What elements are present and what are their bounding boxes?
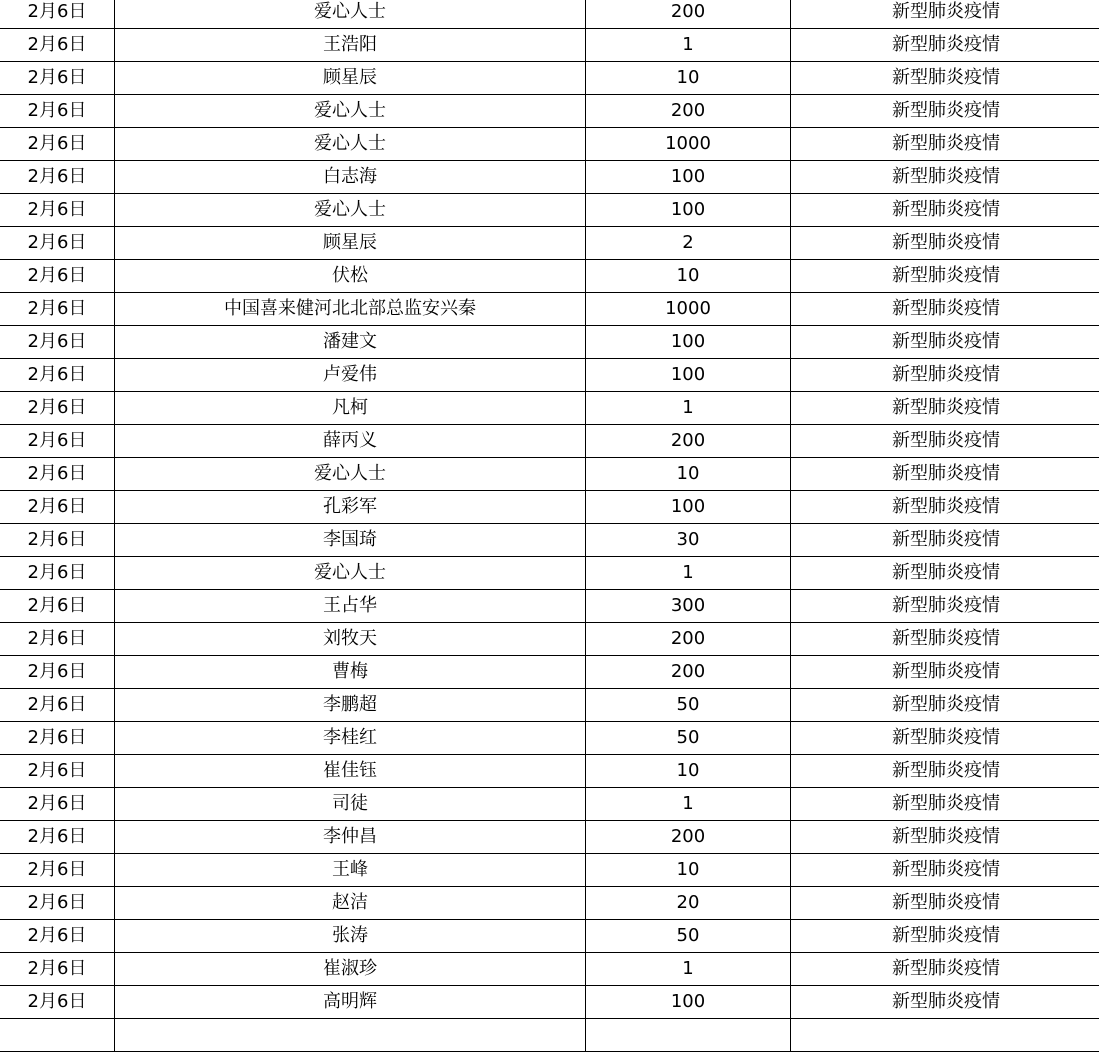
donor-name-cell[interactable]: 爱心人士 bbox=[115, 458, 586, 491]
amount-cell[interactable]: 1 bbox=[586, 392, 791, 425]
table-row bbox=[0, 887, 1099, 920]
donor-name-cell[interactable]: 卢爱伟 bbox=[115, 359, 586, 392]
amount-cell[interactable]: 2 bbox=[586, 227, 791, 260]
purpose-cell[interactable]: 新型肺炎疫情 bbox=[791, 128, 1099, 161]
purpose-cell[interactable]: 新型肺炎疫情 bbox=[791, 95, 1099, 128]
table-row bbox=[0, 953, 1099, 986]
donor-name-cell[interactable]: 中国喜来健河北北部总监安兴秦 bbox=[115, 293, 586, 326]
donor-name-cell[interactable]: 崔佳钰 bbox=[115, 755, 586, 788]
purpose-cell[interactable]: 新型肺炎疫情 bbox=[791, 557, 1099, 590]
donor-name-cell[interactable]: 爱心人士 bbox=[115, 95, 586, 128]
amount-cell[interactable]: 200 bbox=[586, 0, 791, 29]
date-cell[interactable] bbox=[0, 1019, 115, 1052]
table-row bbox=[0, 227, 1099, 260]
donor-name-cell[interactable]: 顾星辰 bbox=[115, 62, 586, 95]
date-cell[interactable]: 2月6日 bbox=[0, 29, 115, 62]
date-cell[interactable]: 2月6日 bbox=[0, 722, 115, 755]
amount-cell[interactable]: 10 bbox=[586, 62, 791, 95]
table-row bbox=[0, 161, 1099, 194]
donor-name-cell[interactable]: 王浩阳 bbox=[115, 29, 586, 62]
purpose-cell[interactable]: 新型肺炎疫情 bbox=[791, 755, 1099, 788]
purpose-cell[interactable]: 新型肺炎疫情 bbox=[791, 227, 1099, 260]
amount-cell[interactable]: 300 bbox=[586, 590, 791, 623]
purpose-cell[interactable]: 新型肺炎疫情 bbox=[791, 986, 1099, 1019]
table-row bbox=[0, 0, 1099, 29]
table-row bbox=[0, 29, 1099, 62]
purpose-cell[interactable]: 新型肺炎疫情 bbox=[791, 788, 1099, 821]
amount-cell[interactable]: 10 bbox=[586, 260, 791, 293]
date-cell[interactable]: 2月6日 bbox=[0, 194, 115, 227]
purpose-cell[interactable]: 新型肺炎疫情 bbox=[791, 491, 1099, 524]
date-cell[interactable]: 2月6日 bbox=[0, 293, 115, 326]
donor-name-cell[interactable]: 顾星辰 bbox=[115, 227, 586, 260]
date-cell[interactable]: 2月6日 bbox=[0, 788, 115, 821]
table-row bbox=[0, 689, 1099, 722]
date-cell[interactable]: 2月6日 bbox=[0, 458, 115, 491]
date-cell[interactable]: 2月6日 bbox=[0, 854, 115, 887]
amount-cell[interactable]: 1000 bbox=[586, 293, 791, 326]
purpose-cell[interactable]: 新型肺炎疫情 bbox=[791, 326, 1099, 359]
amount-cell[interactable]: 10 bbox=[586, 755, 791, 788]
date-cell[interactable]: 2月6日 bbox=[0, 689, 115, 722]
donor-name-cell[interactable]: 薛丙义 bbox=[115, 425, 586, 458]
date-cell[interactable]: 2月6日 bbox=[0, 326, 115, 359]
table-row bbox=[0, 62, 1099, 95]
table-row bbox=[0, 524, 1099, 557]
table-row bbox=[0, 623, 1099, 656]
purpose-cell[interactable]: 新型肺炎疫情 bbox=[791, 260, 1099, 293]
date-cell[interactable]: 2月6日 bbox=[0, 821, 115, 854]
donor-name-cell[interactable]: 崔淑珍 bbox=[115, 953, 586, 986]
donor-name-cell[interactable]: 高明辉 bbox=[115, 986, 586, 1019]
date-cell[interactable]: 2月6日 bbox=[0, 986, 115, 1019]
purpose-cell[interactable]: 新型肺炎疫情 bbox=[791, 458, 1099, 491]
donor-name-cell[interactable]: 李国琦 bbox=[115, 524, 586, 557]
donor-name-cell[interactable]: 爱心人士 bbox=[115, 128, 586, 161]
purpose-cell[interactable]: 新型肺炎疫情 bbox=[791, 920, 1099, 953]
amount-cell[interactable]: 100 bbox=[586, 326, 791, 359]
table-row bbox=[0, 293, 1099, 326]
date-cell[interactable]: 2月6日 bbox=[0, 920, 115, 953]
table-row bbox=[0, 656, 1099, 689]
date-cell[interactable]: 2月6日 bbox=[0, 260, 115, 293]
table-row bbox=[0, 260, 1099, 293]
table-row bbox=[0, 920, 1099, 953]
donor-name-cell[interactable] bbox=[115, 1019, 586, 1052]
date-cell[interactable]: 2月6日 bbox=[0, 524, 115, 557]
purpose-cell[interactable]: 新型肺炎疫情 bbox=[791, 887, 1099, 920]
purpose-cell[interactable]: 新型肺炎疫情 bbox=[791, 623, 1099, 656]
table-row bbox=[0, 854, 1099, 887]
donor-name-cell[interactable]: 司徒 bbox=[115, 788, 586, 821]
purpose-cell[interactable]: 新型肺炎疫情 bbox=[791, 161, 1099, 194]
amount-cell[interactable]: 1 bbox=[586, 29, 791, 62]
donor-name-cell[interactable]: 爱心人士 bbox=[115, 0, 586, 29]
donor-name-cell[interactable]: 孔彩军 bbox=[115, 491, 586, 524]
table-row bbox=[0, 326, 1099, 359]
date-cell[interactable]: 2月6日 bbox=[0, 590, 115, 623]
table-row bbox=[0, 128, 1099, 161]
donor-name-cell[interactable]: 爱心人士 bbox=[115, 557, 586, 590]
donor-name-cell[interactable]: 张涛 bbox=[115, 920, 586, 953]
donor-name-cell[interactable]: 凡柯 bbox=[115, 392, 586, 425]
amount-cell[interactable]: 100 bbox=[586, 161, 791, 194]
purpose-cell[interactable]: 新型肺炎疫情 bbox=[791, 293, 1099, 326]
date-cell[interactable]: 2月6日 bbox=[0, 623, 115, 656]
date-cell[interactable]: 2月6日 bbox=[0, 656, 115, 689]
amount-cell[interactable]: 10 bbox=[586, 458, 791, 491]
amount-cell[interactable]: 30 bbox=[586, 524, 791, 557]
donor-name-cell[interactable]: 赵洁 bbox=[115, 887, 586, 920]
table-row bbox=[0, 1019, 1099, 1052]
date-cell[interactable]: 2月6日 bbox=[0, 227, 115, 260]
date-cell[interactable]: 2月6日 bbox=[0, 359, 115, 392]
amount-cell[interactable]: 100 bbox=[586, 986, 791, 1019]
purpose-cell[interactable]: 新型肺炎疫情 bbox=[791, 392, 1099, 425]
table-row bbox=[0, 491, 1099, 524]
table-row bbox=[0, 392, 1099, 425]
amount-cell[interactable]: 200 bbox=[586, 656, 791, 689]
date-cell[interactable]: 2月6日 bbox=[0, 161, 115, 194]
purpose-cell[interactable]: 新型肺炎疫情 bbox=[791, 953, 1099, 986]
donor-name-cell[interactable]: 李桂红 bbox=[115, 722, 586, 755]
amount-cell[interactable]: 50 bbox=[586, 689, 791, 722]
purpose-cell[interactable]: 新型肺炎疫情 bbox=[791, 854, 1099, 887]
date-cell[interactable]: 2月6日 bbox=[0, 95, 115, 128]
amount-cell[interactable]: 100 bbox=[586, 194, 791, 227]
purpose-cell[interactable]: 新型肺炎疫情 bbox=[791, 0, 1099, 29]
table-row bbox=[0, 986, 1099, 1019]
date-cell[interactable]: 2月6日 bbox=[0, 953, 115, 986]
amount-cell[interactable]: 200 bbox=[586, 425, 791, 458]
donor-name-cell[interactable]: 白志海 bbox=[115, 161, 586, 194]
purpose-cell[interactable]: 新型肺炎疫情 bbox=[791, 29, 1099, 62]
table-row bbox=[0, 788, 1099, 821]
table-row bbox=[0, 425, 1099, 458]
table-row bbox=[0, 821, 1099, 854]
date-cell[interactable]: 2月6日 bbox=[0, 557, 115, 590]
table-row bbox=[0, 194, 1099, 227]
table-row bbox=[0, 590, 1099, 623]
purpose-cell[interactable]: 新型肺炎疫情 bbox=[791, 590, 1099, 623]
donor-name-cell[interactable]: 曹梅 bbox=[115, 656, 586, 689]
table-row bbox=[0, 458, 1099, 491]
donor-name-cell[interactable]: 李鹏超 bbox=[115, 689, 586, 722]
amount-cell[interactable]: 100 bbox=[586, 491, 791, 524]
date-cell[interactable]: 2月6日 bbox=[0, 425, 115, 458]
amount-cell[interactable]: 200 bbox=[586, 95, 791, 128]
amount-cell[interactable]: 1 bbox=[586, 788, 791, 821]
amount-cell[interactable]: 10 bbox=[586, 854, 791, 887]
amount-cell[interactable] bbox=[586, 1019, 791, 1052]
amount-cell[interactable]: 200 bbox=[586, 623, 791, 656]
purpose-cell[interactable]: 新型肺炎疫情 bbox=[791, 194, 1099, 227]
amount-cell[interactable]: 1 bbox=[586, 953, 791, 986]
table-row bbox=[0, 755, 1099, 788]
purpose-cell[interactable]: 新型肺炎疫情 bbox=[791, 656, 1099, 689]
donor-name-cell[interactable]: 潘建文 bbox=[115, 326, 586, 359]
amount-cell[interactable]: 1 bbox=[586, 557, 791, 590]
table-row bbox=[0, 359, 1099, 392]
purpose-cell[interactable]: 新型肺炎疫情 bbox=[791, 689, 1099, 722]
date-cell[interactable]: 2月6日 bbox=[0, 128, 115, 161]
purpose-cell[interactable]: 新型肺炎疫情 bbox=[791, 524, 1099, 557]
donor-name-cell[interactable]: 王占华 bbox=[115, 590, 586, 623]
purpose-cell[interactable]: 新型肺炎疫情 bbox=[791, 359, 1099, 392]
amount-cell[interactable]: 100 bbox=[586, 359, 791, 392]
date-cell[interactable]: 2月6日 bbox=[0, 0, 115, 29]
table-row bbox=[0, 722, 1099, 755]
date-cell[interactable]: 2月6日 bbox=[0, 755, 115, 788]
donor-name-cell[interactable]: 刘牧天 bbox=[115, 623, 586, 656]
date-cell[interactable]: 2月6日 bbox=[0, 491, 115, 524]
donor-name-cell[interactable]: 伏松 bbox=[115, 260, 586, 293]
purpose-cell[interactable]: 新型肺炎疫情 bbox=[791, 722, 1099, 755]
purpose-cell[interactable]: 新型肺炎疫情 bbox=[791, 62, 1099, 95]
donor-name-cell[interactable]: 王峰 bbox=[115, 854, 586, 887]
amount-cell[interactable]: 200 bbox=[586, 821, 791, 854]
amount-cell[interactable]: 1000 bbox=[586, 128, 791, 161]
donor-name-cell[interactable]: 爱心人士 bbox=[115, 194, 586, 227]
table-row bbox=[0, 95, 1099, 128]
amount-cell[interactable]: 50 bbox=[586, 722, 791, 755]
amount-cell[interactable]: 20 bbox=[586, 887, 791, 920]
table-row bbox=[0, 557, 1099, 590]
amount-cell[interactable]: 50 bbox=[586, 920, 791, 953]
purpose-cell[interactable]: 新型肺炎疫情 bbox=[791, 821, 1099, 854]
date-cell[interactable]: 2月6日 bbox=[0, 62, 115, 95]
donor-name-cell[interactable]: 李仲昌 bbox=[115, 821, 586, 854]
purpose-cell[interactable]: 新型肺炎疫情 bbox=[791, 425, 1099, 458]
date-cell[interactable]: 2月6日 bbox=[0, 392, 115, 425]
date-cell[interactable]: 2月6日 bbox=[0, 887, 115, 920]
purpose-cell[interactable] bbox=[791, 1019, 1099, 1052]
